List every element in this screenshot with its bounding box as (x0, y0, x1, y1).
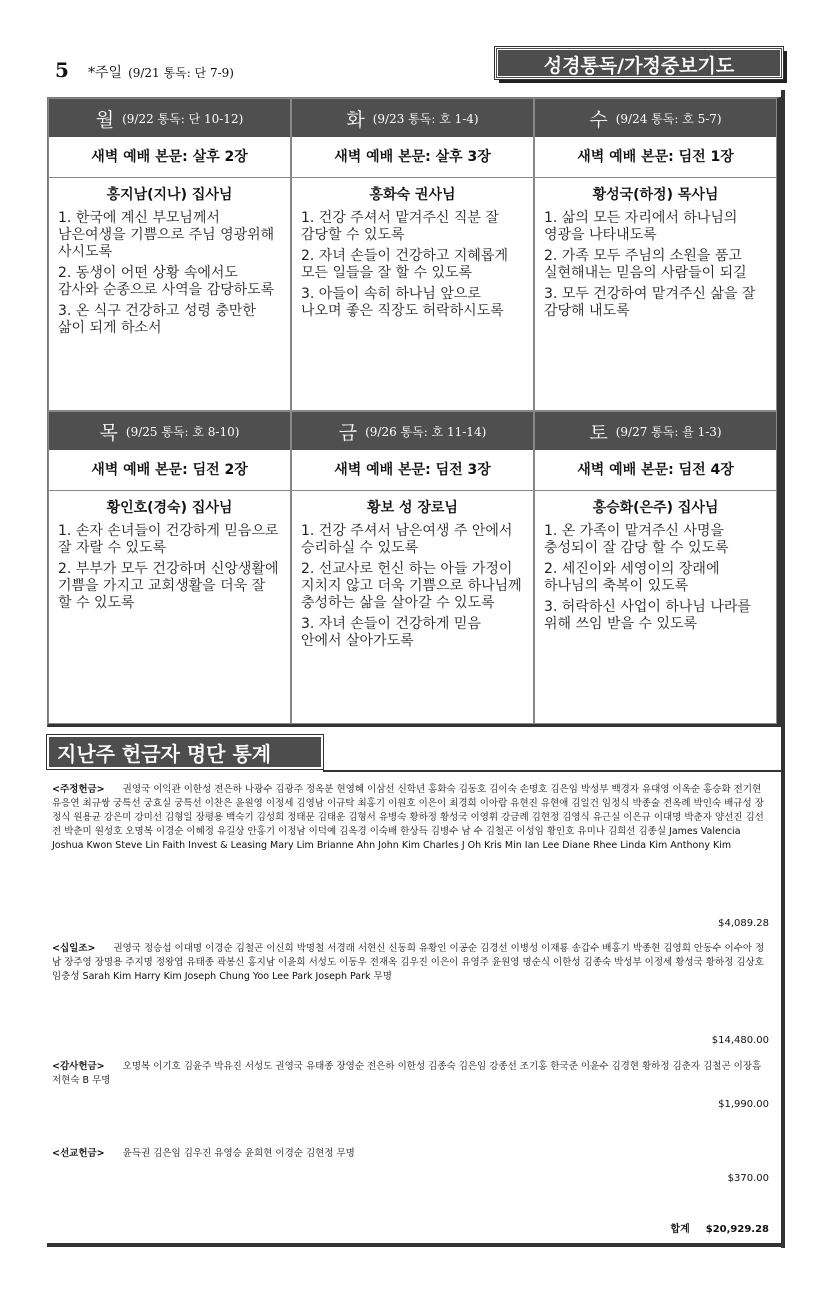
prayer-item: 1. 삶의 모든 자리에서 하나님의 영광을 나타내도록 (544, 210, 738, 243)
day-cell (534, 411, 777, 724)
day-cell (48, 98, 291, 411)
prayer-item: 3. 모두 건강하여 맡겨주신 삶을 잘 감당해 내도록 (544, 286, 756, 319)
sunday-label: *주일 (88, 65, 123, 81)
prayer-item: 3. 아들이 속히 하나님 앞으로 나오며 좋은 직장도 허락하시도록 (301, 286, 504, 319)
offering-category: <감사헌금> (52, 1061, 105, 1072)
offering-list (52, 783, 772, 853)
prayer-list (535, 210, 776, 324)
prayer-item: 1. 건강 주셔서 남은여생 주 안에서 승리하실 수 있도록 (301, 523, 513, 556)
prayer-item: 2. 선교사로 헌신 하는 아들 가정이 지치지 않고 더욱 기쁨으로 하나님께 충성하는 삶을 살아갈 수 있도록 (301, 561, 522, 611)
total-amount: $20,929.28 (705, 1224, 769, 1235)
offering-amount: $4,089.28 (718, 918, 769, 929)
prayer-list (49, 523, 290, 616)
day-name: 수 (589, 108, 608, 131)
day-cell (534, 98, 777, 411)
day-header (49, 99, 290, 137)
offering-section-title: 지난주 헌금자 명단 통계 (47, 735, 323, 769)
offering-list (52, 1060, 772, 1088)
prayer-leader: 황보 성 장로님 (367, 500, 458, 516)
offering-total (654, 1220, 769, 1235)
prayer-item: 2. 자녀 손들이 건강하고 지혜롭게 모든 일들을 잘 할 수 있도록 (301, 248, 508, 281)
day-cell (48, 411, 291, 724)
prayer-item: 3. 허락하신 사업이 하나님 나라를 위해 쓰임 받을 수 있도록 (544, 599, 751, 632)
day-reading: (9/24 통독: 호 5-7) (615, 111, 722, 126)
offering-list (52, 942, 772, 984)
prayer-list (49, 210, 290, 341)
prayer-leader: 황성국(하정) 목사님 (592, 187, 719, 203)
day-name: 토 (589, 421, 608, 444)
prayer-list (292, 210, 533, 324)
day-name: 화 (346, 108, 365, 131)
section-divider (323, 770, 781, 772)
prayer-leader: 홍지남(지나) 집사님 (106, 187, 233, 203)
prayer-item: 1. 온 가족이 맡겨주신 사명을 충성되이 잘 감당 할 수 있도록 (544, 523, 729, 556)
day-reading: (9/22 통독: 단 10-12) (122, 111, 244, 126)
day-name: 월 (95, 108, 115, 131)
offering-amount: $14,480.00 (711, 1035, 769, 1046)
offering-amount: $370.00 (727, 1173, 769, 1184)
prayer-item: 3. 온 식구 건강하고 성령 충만한 삶이 되게 하소서 (58, 303, 256, 336)
prayer-item: 2. 세진이와 세영이의 장래에 하나님의 축복이 있도록 (544, 561, 720, 594)
day-header (292, 412, 533, 450)
day-name: 목 (99, 421, 118, 444)
offering-names: 윤득권 김은임 김우진 유영승 윤희현 이경순 김현정 무명 (122, 1148, 355, 1159)
offering-list (52, 1147, 772, 1161)
day-header (292, 99, 533, 137)
dawn-sermon-text: 새벽 예배 본문: 딤전 2장 (49, 450, 290, 491)
prayer-leader: 홍화숙 권사님 (369, 187, 456, 203)
day-reading: (9/27 통독: 욜 1-3) (615, 424, 722, 439)
prayer-leader: 황인호(경숙) 집사님 (106, 500, 233, 516)
day-reading: (9/25 통독: 호 8-10) (125, 424, 240, 439)
sunday-reading-range: (9/21 통독: 단 7-9) (128, 66, 234, 80)
prayer-item: 1. 손자 손녀들이 건강하게 믿음으로 잘 자랄 수 있도록 (58, 523, 279, 556)
day-header (535, 412, 776, 450)
page-number: 5 (55, 58, 69, 82)
prayer-item: 2. 부부가 모두 건강하며 신앙생활에 기쁨을 가지고 교회생활을 더욱 잘 할 수 있도록 (58, 561, 279, 611)
prayer-leader: 홍승화(은주) 집사님 (592, 500, 719, 516)
prayer-list (292, 523, 533, 654)
day-name: 금 (338, 421, 358, 444)
offering-category: <주정헌금> (52, 784, 105, 795)
total-label: 합계 (670, 1224, 690, 1235)
day-header (535, 99, 776, 137)
prayer-item: 1. 한국에 계신 부모님께서 남은여생을 기쁨으로 주님 영광위해 사시도록 (58, 210, 275, 260)
dawn-sermon-text: 새벽 예배 본문: 살후 3장 (292, 137, 533, 178)
offering-names: 권영국 이익관 이한성 전은하 나광수 김광주 정옥분 현영혜 이삼선 신학년 홍화숙 김동호 김이숙 손명호 김은임 박성부 백경자 유대영 이옥순 홍승화 전기현 유응연 최규쌍 궁특선 궁효실 궁특선 이찬은 윤원영 이정세 김영남 이규탁 최홍기 이원호 이은이 최경희 이아람 유현진 유현애 김일건 임정식 박종술 전옥례 박인숙 배규성 장정식 원용균 강은미 강미선 김형일 장평용 백숙기 김성희 정태문 김태운 김형서 유병숙 황하정 황성국 이영휘 강금례 김현정 김영식 유근실 이은규 이대명 박춘자 양선진 김선전 박춘미 원성호 오명복 이경순 이혜정 유길상 안홍기 이정남 이덕예 김옥경 이숙배 한상득 김병수 남 수 김철곤 이성임 황인호 유미나 김희선 김종실 James Valencia Joshua Kwon Steve Lin Faith Invest & Leasing Mary Lim Brianne Ahn John Kim Charles J Oh Kris Min Ian Lee Diane Rhee Linda Kim Anthony Kim (52, 784, 764, 851)
dawn-sermon-text: 새벽 예배 본문: 딤전 3장 (292, 450, 533, 491)
prayer-item: 2. 동생이 어떤 상황 속에서도 감사와 순종으로 사역을 감당하도록 (58, 265, 275, 298)
day-reading: (9/26 통독: 호 11-14) (365, 424, 487, 439)
prayer-list (535, 523, 776, 637)
dawn-sermon-text: 새벽 예배 본문: 딤전 4장 (535, 450, 776, 491)
day-cell (291, 98, 534, 411)
prayer-item: 3. 자녀 손들이 건강하게 믿음 안에서 살아가도록 (301, 616, 481, 649)
offering-category: <선교헌금> (52, 1148, 105, 1159)
dawn-sermon-text: 새벽 예배 본문: 살후 2장 (49, 137, 290, 178)
offering-names: 오명복 이기호 김윤주 박유진 서성도 권영국 유태종 장영순 전은하 이한성 김종숙 김은임 강종선 조기홍 한국준 이윤수 김경현 황하정 김춘자 김철곤 이장흠 저현숙 B 무명 (52, 1061, 762, 1086)
offering-amount: $1,990.00 (718, 1099, 769, 1110)
day-header (49, 412, 290, 450)
prayer-grid (47, 97, 781, 727)
prayer-item: 1. 건강 주셔서 맡겨주신 직분 잘 감당할 수 있도록 (301, 210, 499, 243)
page-border-bottom (47, 1243, 785, 1247)
day-cell (291, 411, 534, 724)
prayer-item: 2. 가족 모두 주님의 소원을 품고 실현해내는 믿음의 사람들이 되길 (544, 248, 747, 281)
day-reading: (9/23 통독: 호 1-4) (372, 111, 479, 126)
offering-category: <십일조> (52, 943, 96, 954)
sunday-reading (88, 62, 234, 82)
offering-names: 권영국 정승섭 이대명 이경순 김철곤 이신희 박명철 서경래 서현신 신동희 유황인 이공순 김경선 이병성 이재룡 송갑수 배홍기 박종현 김영희 안동수 이수아 정 남 장주영 장명용 주지명 정왕엽 유태종 곽봉신 홍지남 이윤희 서성도 이동우 전재옥 김우진 이은이 유영주 윤원영 명순식 이한성 김종숙 박성부 이정세 황성국 황하정 김상호 임충성 Sarah Kim Harry Kim Joseph Chung Yoo Lee Park Joseph Park 무명 (52, 943, 765, 982)
dawn-sermon-text: 새벽 예배 본문: 딤전 1장 (535, 137, 776, 178)
page-border-right (781, 90, 785, 1248)
section-banner: 성경통독/가정중보기도 (495, 47, 783, 79)
